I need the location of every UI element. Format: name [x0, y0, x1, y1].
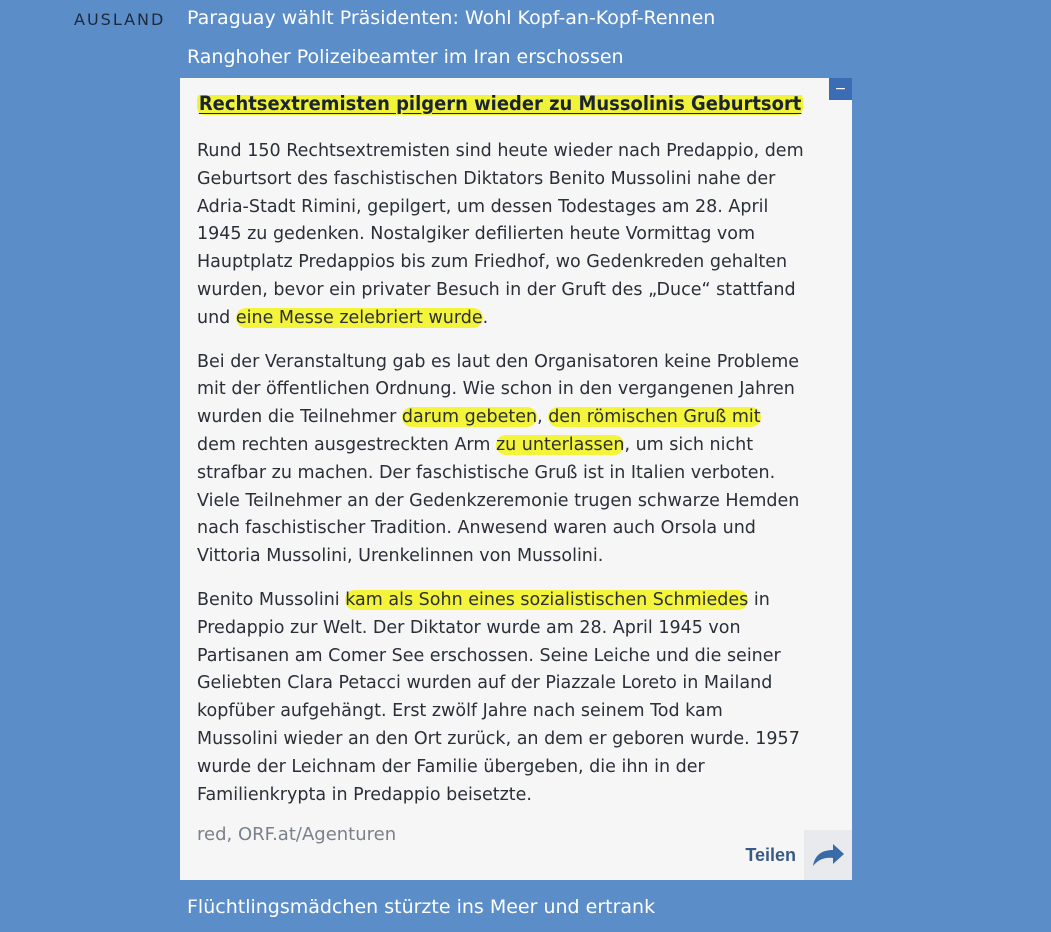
highlighted-text: kam als Sohn eines sozialistischen Schmiedes [345, 589, 749, 610]
story-source: red, ORF.at/Agenturen [197, 824, 397, 845]
story-body [197, 138, 837, 825]
section-label: AUSLAND [74, 10, 166, 29]
highlighted-text: eine Messe zelebriert wurde [235, 307, 483, 328]
story-title[interactable]: Rechtsextremisten pilgern wieder zu Mussolinis Geburtsort [198, 92, 802, 115]
highlighted-text: zu unterlassen [495, 434, 625, 455]
headline-link-iran[interactable]: Ranghoher Polizeibeamter im Iran erschossen [187, 46, 624, 68]
headline-link-paraguay[interactable]: Paraguay wählt Präsidenten: Wohl Kopf-an-Kopf-Rennen [187, 7, 716, 29]
story-paragraph: Bei der Veranstaltung gab es laut den Organisatoren keine Probleme mit der öffentlichen Ordnung. Wie schon in den vergangenen Jahren wurden die Teilnehmer darum gebeten, den römischen Gruß mit dem rechten ausgestreckten Arm zu unterlassen, um sich nicht strafbar zu machen. Der faschistische Gruß ist in Italien verboten. Viele Teilnehmer an der Gedenkzeremonie trugen schwarze Hemden nach faschistischer Tradition. Anwesend waren auch Orsola und Vittoria Mussolini, Urenkelinnen von Mussolini. [197, 351, 800, 567]
highlighted-text: den römischen Gruß mit [548, 407, 761, 428]
share-label: Teilen [745, 844, 796, 865]
highlighted-text: darum gebeten [401, 407, 538, 428]
story-card [180, 78, 852, 880]
share-button[interactable] [745, 830, 852, 880]
story-paragraph: Benito Mussolini kam als Sohn eines sozialistischen Schmiedes in Predappio zur Welt. Der Diktator wurde am 28. April 1945 von Partisanen am Comer See erschossen. Seine Leiche und die seiner Geliebten Clara Petacci wurden auf der Piazzale Loreto in Mailand kopfüber aufgehängt. Erst zwölf Jahre nach seinem Tod kam Mussolini wieder an den Ort zurück, an dem er geboren wurde. 1957 wurde der Leichnam der Familie übergeben, die ihn in der Familienkrypta in Predappio beisetzte. [197, 589, 800, 805]
story-paragraph: Rund 150 Rechtsextremisten sind heute wieder nach Predappio, dem Geburtsort des faschistischen Diktators Benito Mussolini nahe der Adria-Stadt Rimini, gepilgert, um dessen Todestages am 28. April 1945 zu gedenken. Nostalgiker defilierten heute Vormittag vom Hauptplatz Predappios bis zum Friedhof, wo Gedenkreden gehalten wurden, bevor ein privater Besuch in der Gruft des „Duce“ stattfand und eine Messe zelebriert wurde. [197, 141, 804, 328]
collapse-button[interactable]: − [829, 78, 852, 100]
headline-link-fluechtling[interactable]: Flüchtlingsmädchen stürzte ins Meer und ertrank [187, 896, 656, 918]
share-arrow-icon [804, 830, 852, 880]
